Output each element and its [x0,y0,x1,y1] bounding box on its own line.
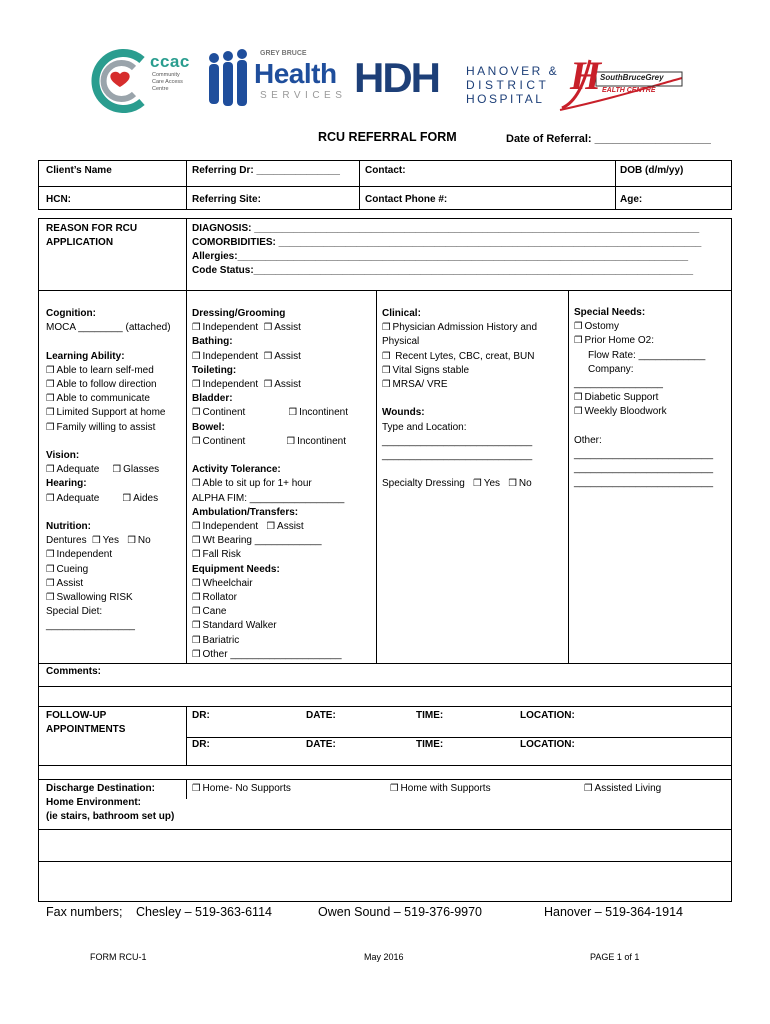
checkbox-icon[interactable]: ❒ [382,350,391,362]
comorbidities-field[interactable]: COMORBIDITIES: ____________________________________________________________________________ [192,237,702,248]
specialty-dressing-label: Specialty Dressing [382,478,465,490]
dentures-options[interactable] [46,534,171,548]
wt-bearing-option[interactable] [192,534,348,548]
row-divider [186,737,732,738]
activity-label: Activity Tolerance: [192,464,281,476]
hcn-field[interactable]: HCN: [46,194,71,205]
option-label: Adequate [56,464,100,476]
footer-page: PAGE 1 of 1 [590,952,640,962]
checkbox-icon[interactable]: ❒ [127,535,136,547]
checkbox-icon[interactable]: ❒ [192,783,201,794]
learning-checkbox-row[interactable] [46,364,171,378]
company-field[interactable]: ________________ [574,378,663,390]
referring-site-field[interactable]: Referring Site: [192,194,261,205]
checkbox-icon[interactable]: ❒ [46,407,55,419]
ccac-mark: ccac [150,52,190,71]
option-label: Limited Support at home [56,407,166,419]
age-field[interactable]: Age: [620,194,643,205]
col-divider [359,160,360,210]
logo-banner [82,40,692,120]
row-divider [38,706,732,707]
followup-time-1[interactable]: TIME: [416,710,444,721]
client-name-field[interactable]: Client’s Name [46,165,112,176]
other-label: Other: [574,434,602,446]
col-divider [186,160,187,210]
gbhs-top: GREY BRUCE [260,50,307,57]
vital-signs-option[interactable] [382,364,537,378]
option-label: Assist [56,577,84,589]
checkbox-icon[interactable]: ❒ [508,478,517,490]
prior-home-o2-option[interactable] [574,334,713,348]
date-of-referral[interactable]: Date of Referral: ___________________ [506,133,711,145]
option-label: Standard Walker [202,620,277,632]
option-label: Continent [202,435,246,447]
company-label: Company: [588,363,634,375]
checkbox-icon[interactable]: ❒ [574,321,583,333]
home-environment-label: Home Environment: [46,797,142,808]
checkbox-icon[interactable]: ❒ [192,379,201,391]
equipment-other-option[interactable] [192,648,348,662]
checkbox-icon[interactable]: ❒ [46,464,55,476]
row-divider [38,829,732,830]
ambulation-label: Ambulation/Transfers: [192,506,299,518]
equipment-option[interactable] [192,591,348,605]
nutrition-label: Nutrition: [46,521,91,532]
checkbox-icon[interactable]: ❒ [92,535,101,547]
row-divider [38,861,732,862]
option-label: No [518,478,532,490]
option-label: Assist [277,521,304,533]
followup-location-2[interactable]: LOCATION: [520,739,575,750]
option-label: Continent [202,407,246,419]
option-label: Other ____________________ [202,648,342,660]
clinical-label: Clinical: [382,308,421,319]
checkbox-icon[interactable]: ❒ [192,322,201,334]
nutrition-checkbox-row[interactable] [46,591,171,605]
checkbox-icon[interactable]: ❒ [192,620,201,632]
checkbox-icon[interactable]: ❒ [286,435,296,447]
option-label: Independent [56,549,113,561]
option-label: Yes [483,478,501,490]
checkbox-icon[interactable]: ❒ [122,492,132,504]
ccac-logo-icon [86,48,154,114]
checkbox-icon[interactable]: ❒ [263,350,273,362]
physician-option[interactable] [382,321,537,335]
vision-label: Vision: [46,450,80,461]
dressing-label: Dressing/Grooming [192,308,286,319]
gbhs-main: Health [254,58,337,89]
option-label: Bariatric [202,634,240,646]
option-label: Adequate [56,492,100,504]
option-label: Wt Bearing ____________ [202,535,322,547]
learning-label: Learning Ability: [46,350,125,362]
followup-location-1[interactable]: LOCATION: [520,710,575,721]
checkbox-icon[interactable]: ❒ [46,563,55,575]
checkbox-icon[interactable]: ❒ [263,322,273,334]
option-label: Cueing [56,563,89,575]
learning-checkbox-row[interactable] [46,421,171,435]
checkbox-icon[interactable]: ❒ [46,492,55,504]
checkbox-icon[interactable]: ❒ [192,535,201,547]
physician-option-line2: Physical [382,336,420,348]
followup-label-2: APPOINTMENTS [46,724,126,735]
sbg-sub: EALTH CENTRE [602,87,656,94]
option-label: Diabetic Support [584,392,659,404]
row-divider [38,686,732,687]
reason-label: REASON FOR RCU [46,223,138,234]
referring-dr-field[interactable]: Referring Dr: _______________ [192,165,340,176]
specialty-dressing-options[interactable] [382,477,537,491]
col-divider [615,160,616,210]
checkbox-icon[interactable]: ❒ [192,648,201,660]
followup-label: FOLLOW-UP [46,710,107,721]
bowel-label: Bowel: [192,421,225,433]
followup-date-1[interactable]: DATE: [306,710,336,721]
option-label: Family willing to assist [56,421,156,433]
option-label: Swallowing RISK [56,592,133,604]
hdh-line2: DISTRICT [466,78,550,92]
option-label: Able to communicate [56,393,150,405]
toileting-label: Toileting: [192,364,237,376]
option-label: Recent Lytes, CBC, creat, BUN [392,350,535,362]
hdh-mark: HDH [354,54,439,101]
moca-field[interactable]: MOCA ________ (attached) [46,322,171,334]
wound-field-1[interactable]: ___________________________ [382,435,533,447]
option-label: Prior Home O2: [584,335,654,347]
followup-time-2[interactable]: TIME: [416,739,444,750]
ccac-line1: Community [152,72,180,78]
option-label: Independent [202,350,259,362]
row-divider [38,765,732,766]
dentures-label: Dentures [46,535,87,547]
gbhs-sub: SERVICES [260,90,347,101]
equipment-option[interactable] [192,619,348,633]
contact-field[interactable]: Contact: [365,165,406,176]
fax-label: Fax numbers; [46,905,123,919]
option-label: Able to sit up for 1+ hour [202,478,312,490]
bowel-options[interactable] [192,435,348,449]
fall-risk-option[interactable] [192,548,348,562]
bladder-label: Bladder: [192,393,233,405]
nutrition-checkbox-row[interactable] [46,548,171,562]
option-label: Ostomy [584,321,619,333]
row-divider [38,663,732,664]
checkbox-icon[interactable]: ❒ [288,407,298,419]
col-divider [376,290,377,663]
hdh-line3: HOSPITAL [466,92,545,106]
checkbox-icon[interactable]: ❒ [46,549,55,561]
equipment-option[interactable] [192,605,348,619]
option-label: Yes [102,535,119,547]
option-label: Wheelchair [202,577,253,589]
checkbox-icon[interactable]: ❒ [192,592,201,604]
checkbox-icon[interactable]: ❒ [263,379,273,391]
wounds-label: Wounds: [382,407,425,419]
checkbox-icon[interactable]: ❒ [46,379,55,390]
nutrition-checkbox-row[interactable] [46,577,171,591]
checkbox-icon[interactable]: ❒ [46,421,55,433]
checkbox-icon[interactable]: ❒ [46,393,55,405]
special-diet-label: Special Diet: [46,606,103,618]
bathing-options[interactable] [192,350,348,364]
cognition-label: Cognition: [46,308,96,319]
checkbox-icon[interactable]: ❒ [192,435,201,447]
sbg-mark: H [570,53,602,98]
learning-checkbox-row[interactable] [46,406,171,420]
checkbox-icon[interactable]: ❒ [382,379,391,391]
special-diet-field[interactable]: ________________ [46,620,135,632]
code-status-field[interactable]: Code Status:_______________________________________________________________________________ [192,265,694,276]
option-label: Assist [274,379,301,391]
col-divider [186,218,187,663]
checkbox-icon[interactable]: ❒ [382,322,391,334]
row-divider [38,186,732,187]
bloodwork-option[interactable] [574,405,713,419]
contact-phone-field[interactable]: Contact Phone #: [365,194,448,205]
checkbox-icon[interactable]: ❒ [266,521,276,533]
option-label: Physician Admission History and [392,322,538,334]
col-divider [186,779,187,799]
checkbox-icon[interactable]: ❒ [46,364,55,376]
option-label: Assist [274,322,301,334]
alpha-fim-field[interactable]: ALPHA FIM: _________________ [192,492,345,504]
diabetic-option[interactable] [574,391,713,405]
option-label: Home- No Supports [202,783,291,794]
learning-checkbox-row[interactable] [46,392,171,406]
option-label: Assisted Living [594,783,662,794]
checkbox-icon[interactable]: ❒ [46,577,55,589]
row-divider [38,779,732,780]
option-label: Independent [202,322,259,334]
option-label: Home with Supports [400,783,491,794]
allergies-field[interactable]: Allergies:_________________________________________________________________________________ [192,251,689,262]
vision-options[interactable] [46,463,171,477]
checkbox-icon[interactable]: ❒ [390,783,399,794]
checkbox-icon[interactable]: ❒ [574,335,583,347]
checkbox-icon[interactable]: ❒ [192,478,201,490]
row-divider [38,290,732,291]
other-field-3[interactable]: _________________________ [574,477,714,489]
option-label: No [137,535,151,547]
footer-form-id: FORM RCU-1 [90,952,147,962]
ostomy-option[interactable] [574,320,713,334]
checkbox-icon[interactable]: ❒ [574,392,583,404]
other-field-1[interactable]: _________________________ [574,449,714,461]
column-clinical [382,307,537,492]
option-label: Incontinent [299,407,348,419]
col-divider [186,706,187,765]
followup-date-2[interactable]: DATE: [306,739,336,750]
type-location-label: Type and Location: [382,421,467,433]
comments-field[interactable] [40,688,730,704]
ccac-line3: Centre [152,86,169,92]
checkbox-icon[interactable]: ❒ [192,521,201,533]
assisted-living-option[interactable] [584,782,661,796]
nutrition-checkbox-row[interactable] [46,563,171,577]
special-needs-label: Special Needs: [574,307,646,318]
bladder-options[interactable] [192,406,348,420]
col-divider [568,290,569,663]
dob-field[interactable]: DOB (d/m/yy) [620,165,684,176]
option-label: Vital Signs stable [392,364,470,376]
option-label: Aides [133,492,159,504]
wound-field-2[interactable]: ___________________________ [382,450,533,462]
comments-label: Comments: [46,666,102,677]
checkbox-icon[interactable]: ❒ [112,464,122,476]
followup-dr-2[interactable]: DR: [192,739,210,750]
other-field-2[interactable]: _________________________ [574,463,714,475]
option-label: Independent [202,379,259,391]
option-label: Cane [202,606,227,618]
hdh-line1: HANOVER & [466,64,560,78]
checkbox-icon[interactable]: ❒ [192,606,201,618]
option-label: Independent [202,521,259,533]
form-title: RCU REFERRAL FORM [318,130,457,144]
home-no-supports-option[interactable] [192,782,291,796]
home-environment-field[interactable] [40,831,730,859]
hearing-label: Hearing: [46,478,87,490]
people-silhouette-icon [204,46,254,112]
option-label: Fall Risk [202,549,241,561]
sbg-name: SouthBruceGrey [600,73,664,82]
equipment-option[interactable] [192,577,348,591]
ccac-line2: Care Access [152,79,183,85]
flow-rate-field[interactable]: Flow Rate: ____________ [588,349,706,361]
checkbox-icon[interactable]: ❒ [574,406,583,418]
option-label: Glasses [123,464,160,476]
recent-lytes-option[interactable] [382,350,537,364]
fax-hanover: Hanover – 519-364-1914 [544,905,683,919]
checkbox-icon[interactable]: ❒ [192,577,201,589]
footer-date: May 2016 [364,952,404,962]
checkbox-icon[interactable]: ❒ [382,364,391,376]
mrsa-option[interactable] [382,378,537,392]
home-environment-note: (ie stairs, bathroom set up) [46,811,175,822]
column-cognition [46,307,171,634]
option-label: Assist [274,350,301,362]
option-label: Weekly Bloodwork [584,406,667,418]
checkbox-icon[interactable]: ❒ [192,549,201,561]
diagnosis-field[interactable]: DIAGNOSIS: ________________________________________________________________________________ [192,223,700,234]
sit-up-option[interactable] [192,477,348,491]
checkbox-icon[interactable]: ❒ [473,478,482,490]
reason-label-2: APPLICATION [46,237,114,248]
checkbox-icon[interactable]: ❒ [584,783,593,794]
ambulation-options[interactable] [192,520,348,534]
learning-checkbox-row[interactable] [46,378,171,392]
fax-owen-sound: Owen Sound – 519-376-9970 [318,905,483,919]
option-label: MRSA/ VRE [392,379,448,391]
equipment-option[interactable] [192,634,348,648]
home-with-supports-option[interactable] [390,782,491,796]
option-label: Able to follow direction [56,379,157,390]
column-special-needs [574,306,713,491]
fax-chesley: Chesley – 519-363-6114 [136,905,272,919]
option-label: Rollator [202,592,237,604]
bathing-label: Bathing: [192,336,233,348]
checkbox-icon[interactable]: ❒ [46,592,55,604]
checkbox-icon[interactable]: ❒ [192,407,201,419]
discharge-label: Discharge Destination: [46,783,155,794]
hearing-options[interactable] [46,492,171,506]
checkbox-icon[interactable]: ❒ [192,350,201,362]
followup-dr-1[interactable]: DR: [192,710,210,721]
toileting-options[interactable] [192,378,348,392]
checkbox-icon[interactable]: ❒ [192,634,201,646]
equipment-label: Equipment Needs: [192,563,280,575]
option-label: Incontinent [297,435,346,447]
column-adl [192,307,348,662]
dressing-options[interactable] [192,321,348,335]
option-label: Able to learn self-med [56,364,154,376]
